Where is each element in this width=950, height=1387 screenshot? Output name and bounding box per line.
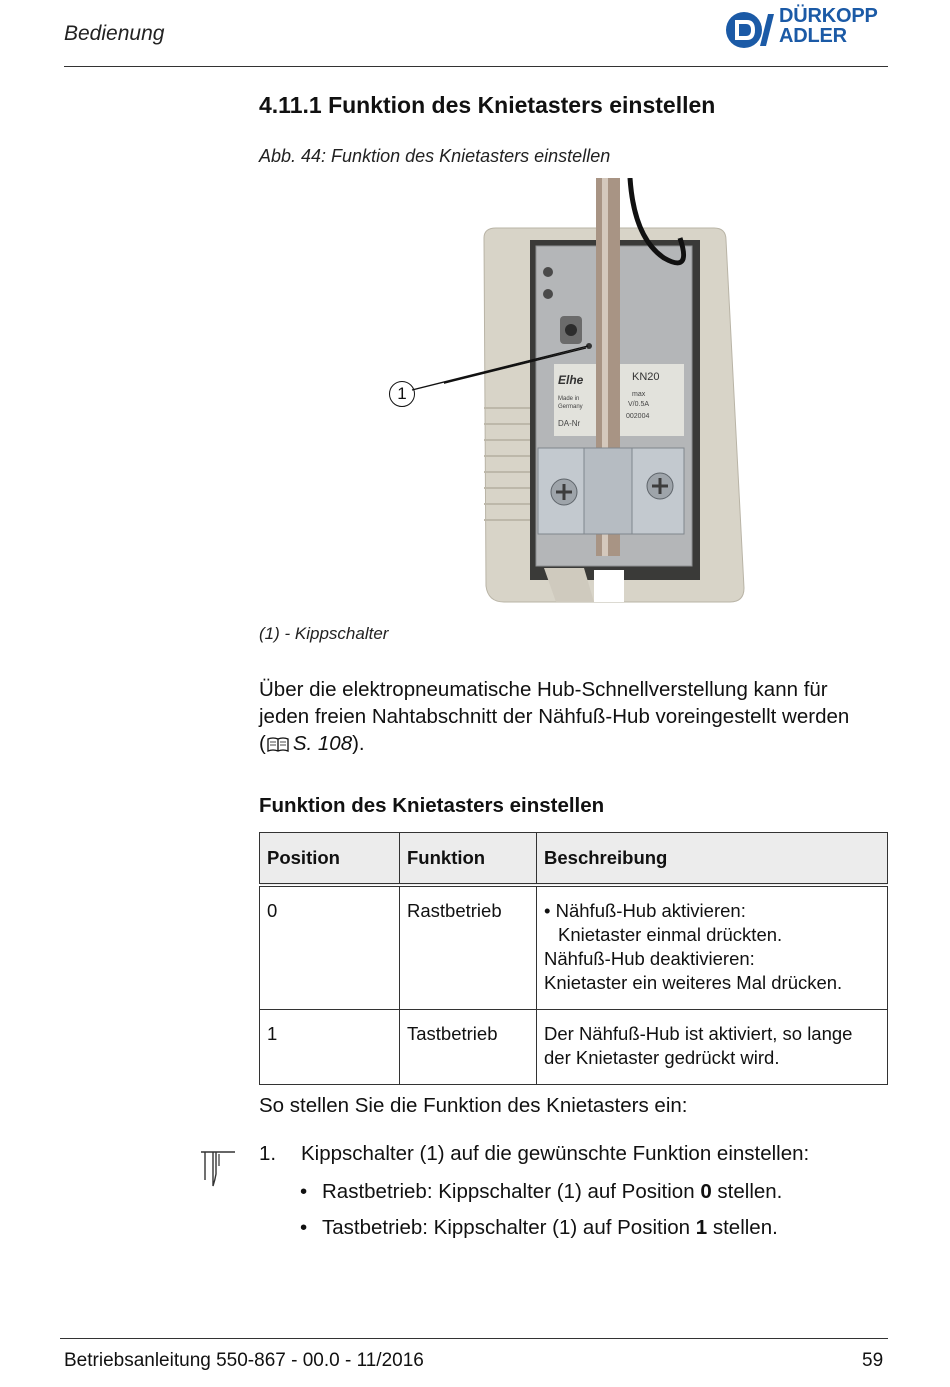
step-text: Kippschalter (1) auf die gewünschte Funktion einstellen: [301,1142,810,1165]
bullet-dot: • [300,1180,308,1203]
bullet-dot: • [300,1216,308,1239]
page-reference-link[interactable]: S. 108 [292,732,353,755]
svg-text:V/0.5A: V/0.5A [628,401,650,408]
logo-line-1: DÜRKOPP [779,5,878,27]
bullet-position-value: 1 [695,1216,708,1239]
cell-beschreibung [537,885,888,1010]
table-title: Funktion des Knietasters einstellen [259,794,605,817]
cell-beschreibung [537,1010,888,1085]
header-beschreibung: Beschreibung [537,833,888,886]
section-title: 4.11.1 Funktion des Knietasters einstellen [259,92,716,118]
cell-position: 0 [260,885,400,1010]
logo-line-2: ADLER [779,25,847,47]
bullet-text-pre: Rastbetrieb: Kippschalter (1) auf Position [322,1180,701,1203]
step-bullet [300,1216,778,1240]
svg-text:002004: 002004 [626,413,650,420]
intro-paragraph [259,676,899,757]
header-section-title: Bedienung [64,22,165,45]
bullet-text-post: stellen. [711,1180,783,1203]
svg-text:max: max [632,391,646,398]
paragraph-line-1: Über die elektropneumatische Hub-Schnellverstellung kann für [259,678,828,701]
function-table [259,832,888,1085]
bullet-position-value: 0 [700,1180,712,1203]
book-reference-icon [267,736,289,752]
logo-wordmark [779,6,878,46]
desc-line: Knietaster ein weiteres Mal drücken. [544,972,843,993]
table-row [260,885,888,1010]
step-bullet [300,1180,782,1204]
paragraph-line-2: jeden freien Nahtabschnitt der Nähfuß-Hub voreingestellt werden [259,705,850,728]
desc-line: der Knietaster gedrückt wird. [544,1047,780,1068]
svg-text:Elhe: Elhe [558,373,584,387]
step-number: 1. [259,1142,277,1165]
header-position: Position [260,833,400,886]
desc-line: • Nähfuß-Hub aktivieren: [544,900,746,921]
bullet-text-post: stellen. [707,1216,778,1239]
header-divider [64,66,888,67]
svg-text:DA-Nr: DA-Nr [558,419,581,428]
svg-text:Made in: Made in [558,396,580,402]
step-1 [259,1142,809,1166]
cell-funktion: Tastbetrieb [400,1010,537,1085]
svg-text:Germany: Germany [558,404,583,410]
header-funktion: Funktion [400,833,537,886]
paragraph-open-paren: ( [259,732,266,755]
action-hand-icon [199,1146,237,1188]
instructions-intro: So stellen Sie die Funktion des Knietasters ein: [259,1094,688,1117]
figure-legend: (1) - Kippschalter [259,624,389,643]
cell-funktion: Rastbetrieb [400,885,537,1010]
svg-text:KN20: KN20 [632,371,660,383]
table-header-row [260,833,888,886]
footer-page-number: 59 [862,1350,884,1371]
desc-line: Nähfuß-Hub deaktivieren: [544,948,755,969]
callout-leader-line [410,340,600,400]
figure-caption: Abb. 44: Funktion des Knietasters einstellen [259,146,611,166]
bullet-text-pre: Tastbetrieb: Kippschalter (1) auf Position [322,1216,696,1239]
cell-position: 1 [260,1010,400,1085]
paragraph-close-paren: ). [352,732,365,755]
footer-divider [60,1338,888,1339]
desc-line: Knietaster einmal drückten. [558,924,783,945]
table-row [260,1010,888,1085]
footer-document-id: Betriebsanleitung 550-867 - 00.0 - 11/2016 [64,1350,424,1371]
desc-line: Der Nähfuß-Hub ist aktiviert, so lange [544,1023,853,1044]
callout-number: 1 [397,384,407,403]
